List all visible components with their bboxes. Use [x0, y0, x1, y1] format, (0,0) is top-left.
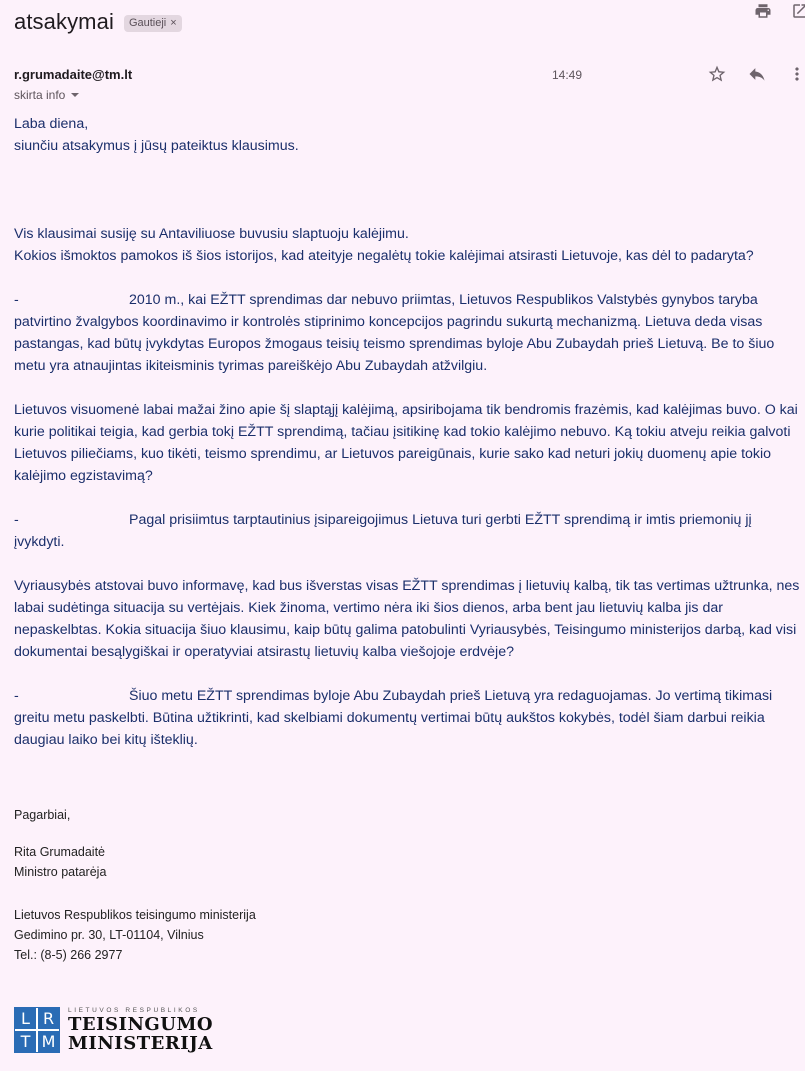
logo-letter: M — [38, 1031, 59, 1052]
logo-small-text: LIETUVOS RESPUBLIKOS — [68, 1007, 200, 1014]
subject-row — [14, 9, 182, 35]
chevron-down-icon — [71, 93, 79, 97]
signature-organization — [14, 905, 256, 965]
signature-phone: Tel.: (8-5) 266 2977 — [14, 948, 123, 962]
label-chip-inbox[interactable] — [124, 15, 182, 32]
greeting: Laba diena, — [14, 116, 89, 132]
star-icon[interactable] — [706, 63, 728, 85]
answer-dash: - — [14, 688, 19, 704]
email-subject: atsakymai — [14, 9, 114, 34]
answer-2-text: Pagal prisiimtus tarptautinius įsipareigojimus Lietuva turi gerbti EŽTT sprendimą ir imtis priemonių jį įvykdyti. — [14, 512, 752, 550]
signature-title: Ministro patarėja — [14, 865, 107, 879]
print-icon[interactable] — [753, 1, 773, 21]
logo-letter: R — [38, 1008, 59, 1029]
answer-1 — [14, 289, 804, 377]
signature-name: Rita Grumadaitė — [14, 845, 106, 859]
remove-label-icon[interactable]: × — [170, 16, 177, 29]
email-body — [14, 113, 804, 751]
logo-letter: T — [15, 1031, 36, 1052]
signature-person — [14, 842, 106, 882]
answer-3-text: Šiuo metu EŽTT sprendimas byloje Abu Zubaydah prieš Lietuvą yra redaguojamas. Jo vertimą tikimasi greitu metu paskelbti. Būtina užtikrinti, kad skelbiami dokumentų vertimai būtų aukštos kokybės, todėl šiam darbui reikia daugiau laiko bei kitų išteklių. — [14, 688, 773, 748]
question-1-line-2: Kokios išmoktos pamokos iš šios istorijos, kad ateityje negalėtų tokie kalėjimai atsirasti Lietuvoje, kas dėl to padaryta? — [14, 248, 754, 264]
logo-line-1: TEISINGUMO — [68, 1014, 214, 1035]
answer-2 — [14, 509, 804, 553]
answer-dash: - — [14, 292, 19, 308]
logo-line-2: MINISTERIJA — [68, 1033, 213, 1054]
message-actions — [0, 63, 805, 85]
logo-wordmark — [68, 1006, 213, 1053]
question-2: Lietuvos visuomenė labai mažai žino apie šį slaptąjį kalėjimą, apsiribojama tik bendromis frazėmis, kad kalėjimas buvo. O kai kurie politikai teigia, kad gerbia tokį EŽTT sprendimą, tačiau įsitikinę kad tokio kalėjimo nebuvo. Ką tokiu atveju reikia galvoti Lietuvos piliečiams, kuo tikėti, teismo sprendimu, ar Lietuvos pareigūnais, kurie sako kad neturi jokių duomenų apie tokio kalėjimo egzistavimą? — [14, 402, 798, 484]
logo-emblem — [14, 1007, 60, 1053]
signature-org-name: Lietuvos Respublikos teisingumo ministerija — [14, 908, 256, 922]
sender-email[interactable]: r.grumadaite@tm.lt — [14, 67, 133, 82]
label-chip-text: Gautieji — [128, 16, 167, 29]
answer-dash: - — [14, 512, 19, 528]
reply-icon[interactable] — [746, 63, 768, 85]
logo-letter: L — [15, 1008, 36, 1029]
open-in-new-window-icon[interactable] — [790, 1, 805, 21]
recipient-text: skirta info — [14, 88, 66, 102]
more-options-icon[interactable] — [786, 63, 805, 85]
intro-text: siunčiu atsakymus į jūsų pateiktus klausimus. — [14, 138, 299, 154]
recipient-details-toggle[interactable] — [14, 88, 132, 102]
ministry-logo — [14, 1007, 213, 1053]
answer-1-text: 2010 m., kai EŽTT sprendimas dar nebuvo priimtas, Lietuvos Respublikos Valstybės gynybos taryba patvirtino žvalgybos koordinavimo ir kontrolės stiprinimo koncepcijos pagrindu sukurtą mechanizmą. Lietuva deda visas pastangas, kad būtų įvykdytas Europos žmogaus teisių teismo sprendimas byloje Abu Zubaydah prieš Lietuvą. Be to šiuo metu yra atnaujintas ikiteisminis tyrimas pareiškėjo Abu Zubaydah atžvilgiu. — [14, 292, 775, 374]
signature-address: Gedimino pr. 30, LT-01104, Vilnius — [14, 928, 204, 942]
signature-closing: Pagarbiai, — [14, 808, 71, 822]
question-3: Vyriausybės atstovai buvo informavę, kad bus išverstas visas EŽTT sprendimas į lietuvių kalbą, tik tas vertimas užtrunka, nes labai sudėtinga situacija su vertėjais. Kiek žinoma, vertimo nėra iki šios dienos, arba bent jau lietuvių kalba jis dar nepaskelbtas. Kokia situacija šiuo klausimu, kaip būtų galima patobulinti Vyriausybės, Teisingumo ministerijos darbą, kad visi dokumentai besąlygiškai ir operatyviai atsirastų lietuvių kalba viešojoje erdvėje? — [14, 578, 800, 660]
message-time: 14:49 — [552, 68, 583, 82]
question-1-line-1: Vis klausimai susiję su Antaviliuose buvusiu slaptuoju kalėjimu. — [14, 226, 409, 242]
answer-3 — [14, 685, 804, 751]
